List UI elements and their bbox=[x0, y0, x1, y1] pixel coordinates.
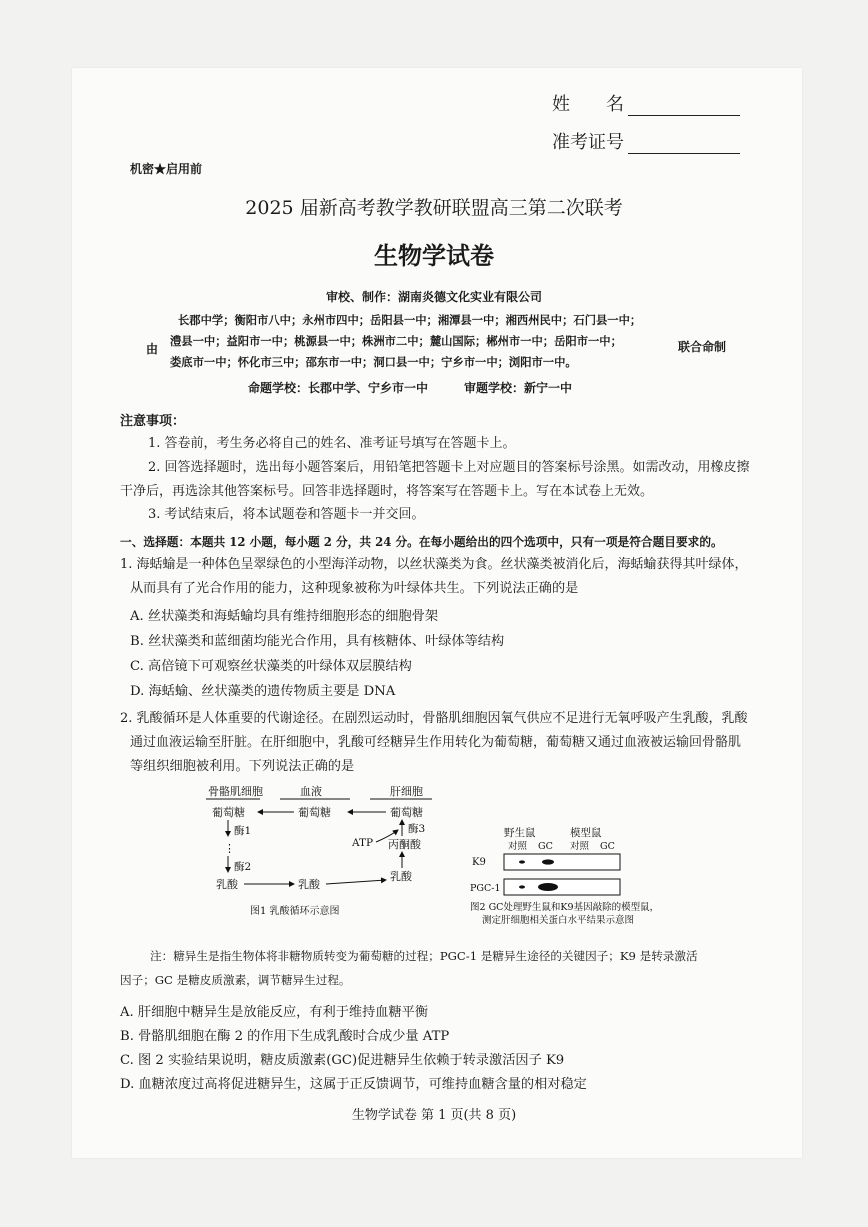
schools-line2: 澧县一中；益阳市一中；桃源县一中；株洲市二中；麓山国际；郴州市一中；岳阳市一中； bbox=[170, 334, 622, 348]
fig2-ctrl-model: 对照 bbox=[570, 841, 590, 852]
section-heading: 一、选择题：本题共 12 小题，每小题 2 分，共 24 分。在每小题给出的四个选项中，只有一项是符合题目要求的。 bbox=[120, 535, 723, 549]
q1-option-a[interactable]: A. 丝状藻类和海蛞蝓均具有维持细胞形态的细胞骨架 bbox=[130, 609, 439, 624]
schools-line1: 长郡中学；衡阳市八中；永州市四中；岳阳县一中；湘潭县一中；湘西州民中；石门县一中； bbox=[178, 313, 642, 327]
schools-line3: 娄底市一中；怀化市三中；邵东市一中；洞口县一中；宁乡市一中；浏阳市一中。 bbox=[170, 355, 577, 369]
q2-option-c[interactable]: C. 图 2 实验结果说明，糖皮质激素(GC)促进糖异生依赖于转录激活因子 K9 bbox=[120, 1053, 565, 1068]
setters: 命题学校：长郡中学、宁乡市一中 审题学校：新宁一中 bbox=[248, 381, 573, 395]
q2-note-line1: 注：糖异生是指生物体将非糖物质转变为葡萄糖的过程；PGC-1 是糖异生途径的关键因子；K9 是转录激活 bbox=[150, 949, 698, 963]
fig1-glucose-muscle: 葡萄糖 bbox=[212, 806, 245, 819]
page-title: 2025 届新高考教学教研联盟高三第二次联考 bbox=[245, 197, 623, 219]
fig2-caption-1: 图2 GC处理野生鼠和K9基因敲除的模型鼠， bbox=[470, 902, 660, 913]
fig2-pgc-label: PGC-1 bbox=[470, 883, 501, 894]
q2-option-d[interactable]: D. 血糖浓度过高将促进糖异生，这属于正反馈调节，可维持血糖含量的相对稳定 bbox=[120, 1077, 587, 1092]
fig1-glucose-blood: 葡萄糖 bbox=[298, 806, 331, 819]
name-label: 姓 名 bbox=[552, 94, 624, 115]
fig2-k9-band-wild-ctrl bbox=[519, 860, 525, 863]
fig2-wild-label: 野生鼠 bbox=[504, 827, 536, 839]
fig1-label-blood: 血液 bbox=[300, 785, 322, 798]
producer: 审校、制作：湖南炎德文化实业有限公司 bbox=[325, 290, 542, 304]
fig2-pgc-band-wild-gc bbox=[538, 883, 558, 891]
note-3: 3. 考试结束后，将本试题卷和答题卡一并交回。 bbox=[148, 507, 425, 522]
q1-option-b[interactable]: B. 丝状藻类和蓝细菌均能光合作用，具有核糖体、叶绿体等结构 bbox=[130, 634, 505, 649]
notes-heading: 注意事项： bbox=[120, 414, 186, 429]
fig2-caption-2: 测定肝细胞相关蛋白水平结果示意图 bbox=[482, 915, 635, 925]
fig1-glucose-liver: 葡萄糖 bbox=[390, 806, 423, 819]
fig1-lactate-blood: 乳酸 bbox=[298, 878, 320, 891]
q2-note-line2: 因子；GC 是糖皮质激素，调节糖异生过程。 bbox=[120, 973, 351, 987]
name-field[interactable] bbox=[552, 90, 740, 116]
fig2-ctrl-wild: 对照 bbox=[508, 841, 528, 852]
schools-suffix: 联合命制 bbox=[678, 340, 727, 354]
q2-stem-line3: 等组织细胞被利用。下列说法正确的是 bbox=[130, 759, 355, 774]
name-blank[interactable] bbox=[628, 101, 740, 116]
q1-stem-line2: 从而具有了光合作用的能力，这种现象被称为叶绿体共生。下列说法正确的是 bbox=[130, 581, 579, 596]
note-2b: 干净后，再选涂其他答案标号。回答非选择题时，将答案写在答题卡上。写在本试卷上无效。 bbox=[120, 484, 654, 499]
q2-option-b[interactable]: B. 骨骼肌细胞在酶 2 的作用下生成乳酸时合成少量 ATP bbox=[120, 1029, 450, 1044]
fig2-k9-label: K9 bbox=[472, 857, 486, 868]
note-1: 1. 答卷前，考生务必将自己的姓名、准考证号填写在答题卡上。 bbox=[148, 436, 516, 451]
note-2a: 2. 回答选择题时，选出每小题答案后，用铅笔把答题卡上对应题目的答案标号涂黑。如需改动，用橡皮擦 bbox=[148, 460, 750, 475]
fig1-enzyme1: 酶1 bbox=[234, 825, 252, 837]
subject-title: 生物学试卷 bbox=[374, 241, 494, 270]
fig1-pyruvate: 丙酮酸 bbox=[388, 838, 421, 851]
q2-stem-line1: 2. 乳酸循环是人体重要的代谢途径。在剧烈运动时，骨骼肌细胞因氧气供应不足进行无氧呼吸产生乳酸，乳酸 bbox=[120, 711, 748, 726]
id-label: 准考证号 bbox=[552, 132, 624, 153]
fig1-dots: ⋮ bbox=[224, 842, 235, 855]
q2-option-a[interactable]: A. 肝细胞中糖异生是放能反应，有利于维持血糖平衡 bbox=[120, 1005, 429, 1020]
fig2-model-label: 模型鼠 bbox=[570, 827, 602, 839]
fig1-arrow-blood-to-liver bbox=[326, 880, 386, 884]
fig1-caption: 图1 乳酸循环示意图 bbox=[250, 906, 340, 917]
schools-prefix: 由 bbox=[146, 342, 159, 356]
secret-mark: 机密★启用前 bbox=[130, 162, 203, 176]
fig1-enzyme2: 酶2 bbox=[234, 861, 252, 873]
fig1-label-liver: 肝细胞 bbox=[390, 785, 423, 798]
fig2-k9-band-wild-gc bbox=[542, 859, 554, 864]
fig2-gc-wild: GC bbox=[538, 841, 553, 852]
fig2-pgc-band-wild-ctrl bbox=[519, 885, 525, 888]
fig1-enzyme3: 酶3 bbox=[408, 823, 426, 835]
q1-option-c[interactable]: C. 高倍镜下可观察丝状藻类的叶绿体双层膜结构 bbox=[130, 659, 412, 674]
fig2-gc-model: GC bbox=[600, 841, 615, 852]
id-field[interactable] bbox=[552, 128, 740, 154]
id-blank[interactable] bbox=[628, 139, 740, 154]
figure-2-western-blot bbox=[470, 825, 685, 925]
fig1-lactate-muscle: 乳酸 bbox=[216, 878, 238, 891]
fig1-lactate-liver: 乳酸 bbox=[390, 870, 412, 883]
page-footer: 生物学试卷 第 1 页(共 8 页) bbox=[351, 1108, 517, 1123]
q1-stem-line1: 1. 海蛞蝓是一种体色呈翠绿色的小型海洋动物，以丝状藻类为食。丝状藻类被消化后，海蛞蝓获得其叶绿体， bbox=[120, 557, 748, 572]
q1-option-d[interactable]: D. 海蛞蝓、丝状藻类的遗传物质主要是 DNA bbox=[130, 684, 396, 699]
figure-1-lactate-cycle bbox=[200, 780, 440, 920]
fig1-atp: ATP bbox=[352, 837, 374, 849]
q2-stem-line2: 通过血液运输至肝脏。在肝细胞中，乳酸可经糖异生作用转化为葡萄糖，葡萄糖又通过血液被运输回骨骼肌 bbox=[130, 735, 742, 750]
fig1-label-muscle: 骨骼肌细胞 bbox=[208, 785, 263, 798]
